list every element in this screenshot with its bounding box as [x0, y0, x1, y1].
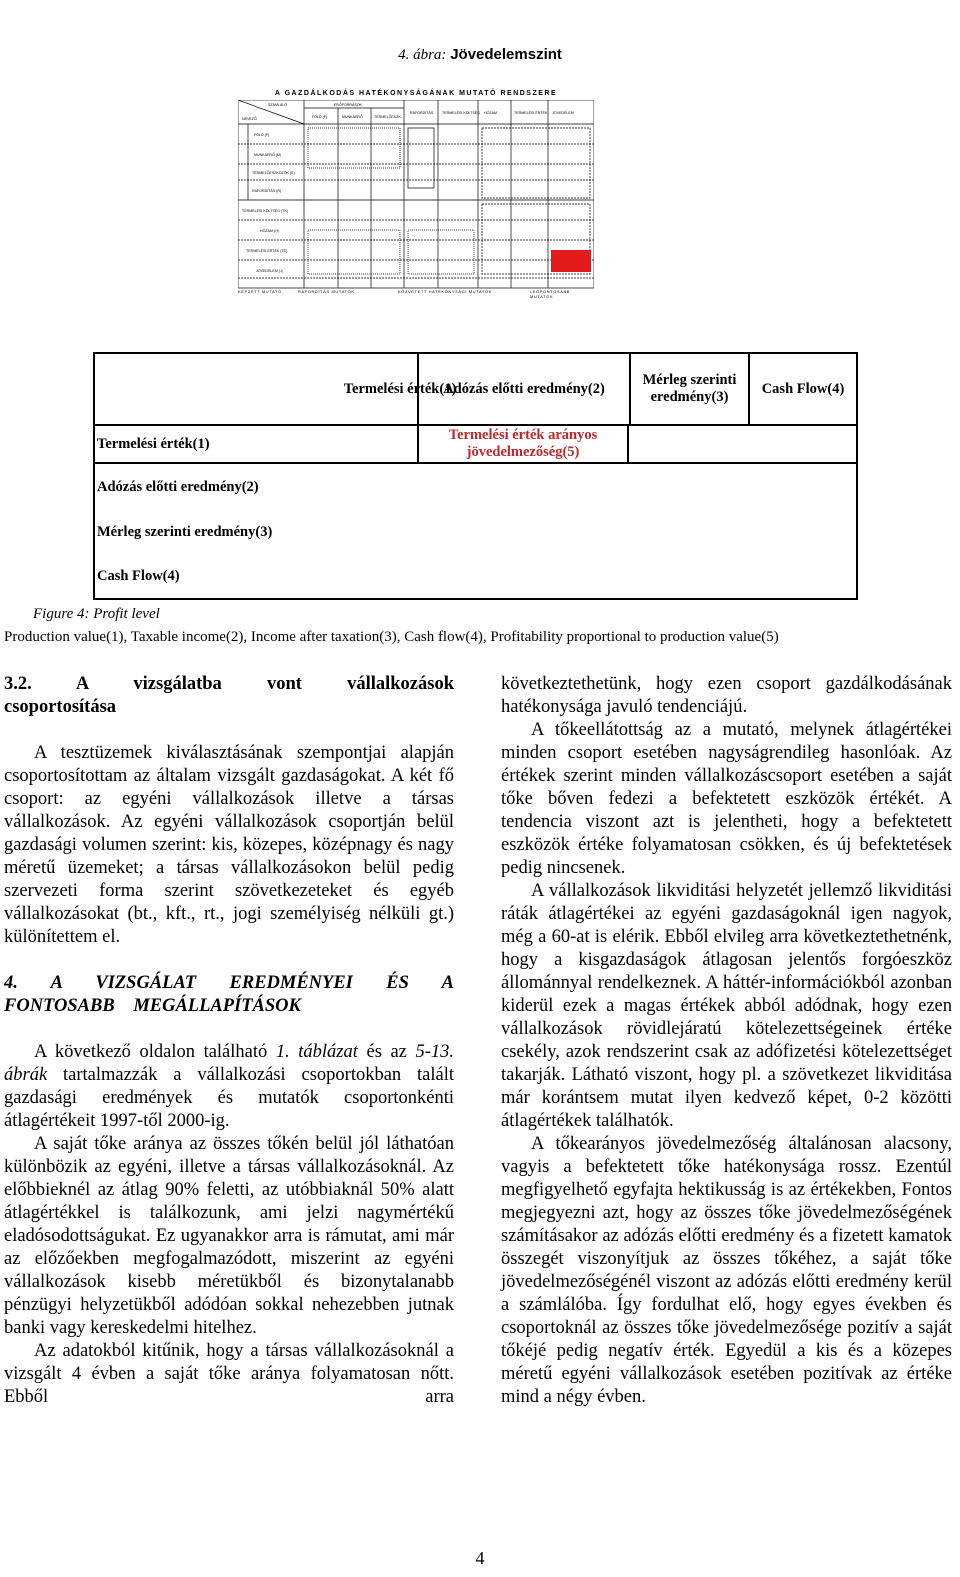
figure-name: Jövedelemszint [450, 46, 562, 63]
col-header-3: Mérleg szerinti eredmény(3) [629, 354, 748, 424]
col-header-1: Termelési érték(1) [343, 380, 457, 397]
svg-text:TERMELÉSI KÖLTSÉG (TK): TERMELÉSI KÖLTSÉG (TK) [242, 209, 289, 213]
col-header-2: Adózás előtti eredmény(2) [417, 354, 629, 424]
row-header-1: Termelési érték(1) [95, 424, 856, 464]
row-header-3: Mérleg szerinti eredmény(3) [97, 523, 273, 540]
figure-caption-legend: Production value(1), Taxable income(2), Income after taxation(3), Cash flow(4), Profitability proportional to production value(5) [4, 629, 779, 645]
svg-text:FÖLD (F): FÖLD (F) [312, 115, 328, 119]
legend-item-3: KÖZVETETT HATÉKONYSÁGI MUTATÓK [398, 289, 492, 294]
legend-item-1: KÉPZETT MUTATÓ [238, 289, 282, 294]
svg-text:TERMELÉSI ÉRTÉK: TERMELÉSI ÉRTÉK [514, 111, 548, 115]
svg-text:TERMELŐESZKÖZÖK (E): TERMELŐESZKÖZÖK (E) [252, 171, 295, 175]
profit-level-table [93, 352, 858, 600]
paragraph: A tesztüzemek kiválasztásának szempontjai alapján csoportosítottam az általam vizsgált gazdaságokat. A két fő csoport: az egyéni vállalkozások illetve a társas vállalkozások. Az egyéni vállalkozások csoportján belül gazdasági volumen szerint: kis, közepes, középnagy és nagy méretű üzemeket; a társas vállalkozásokon belül pedig szervezeti forma szerint szövetkezeteket és egyéb vállalkozásokat (bt., kft., rt., jogi személyiség nélküli gt.) különítettem el. [4, 743, 454, 947]
paragraph: A tőkearányos jövedelmezőség általánosan alacsony, vagyis a befektetett tőke hatékonysága rossz. Ezentúl megfigyelhető egyfajta hektikusság is az értékekben, Fontos megjegyezni azt, hogy az összes tőke jövedelmezőségének számításakor az adózás előtti eredmény és a fizetett kamatok összegét viszonyítjuk az összes tőkéhez, a saját tőke jövedelmezőségénél viszont az adózás előtti eredmény kerül a számlálóba. Így fordulhat elő, hogy egyes években és csoportoknál az összes tőke jövedelmezősége pozitív a saját tőkéjé pedig negatív érték. Egyedül a kis és a közepes méretű egyéni vállalkozások esetében pozitívak az értéke mind a négy évben. [501, 1134, 952, 1407]
svg-text:RÁFORDÍTÁS (R): RÁFORDÍTÁS (R) [252, 189, 282, 193]
figure-number: 4. ábra: [398, 47, 447, 63]
svg-text:MUNKAERŐ: MUNKAERŐ [342, 115, 363, 119]
left-column [4, 673, 454, 1409]
svg-text:NEVEZŐ: NEVEZŐ [242, 117, 257, 121]
paragraph: A vállalkozások likviditási helyzetét jellemző likviditási ráták átlagértékei az egyéni gazdaságoknál igen nagyok, még a 60-at is elérik. Ebből elvileg arra következtethetnénk, hogy a kisgazdaságok átlagosan jelentős forgóeszköz állománnyal rendelkeznek. A háttér-információkból azonban kiderül ezek a magas értékek abból adódnak, hogy ezen vállalkozások rövidlejáratú kötelezettségeinek értéke csekély, azok rendszerint csak az adófizetési kötelezettséget takarják. Látható viszont, hogy pl. a szövetkezet likviditása már korántsem mutat ilyen kedvező képet, 0-2 közötti átlagértékek találhatók. [501, 881, 952, 1131]
highlight-cell: Termelési érték arányos jövedelmezőség(5) [417, 424, 629, 464]
legend-item-2: RÁFORDÍTÁS MUTATÓK [298, 289, 355, 294]
svg-text:SZÁMLÁLÓ: SZÁMLÁLÓ [268, 103, 288, 107]
paragraph: A következő oldalon található 1. táblázat és az 5-13. ábrák tartalmazzák a vállalkozási csoportokban talált gazdasági eredmények és mutatók csoportonkénti átlagértékeit 1997-től 2000-ig. [4, 1042, 454, 1131]
svg-text:HOZAM: HOZAM [484, 111, 497, 115]
col-header-1-cell [288, 354, 412, 424]
legend-item-4: LEGPONTOSABB MUTATÓK [530, 289, 571, 299]
col-header-4: Cash Flow(4) [748, 354, 856, 424]
svg-text:JÖVEDELEM: JÖVEDELEM [552, 111, 574, 115]
right-column [501, 673, 952, 1409]
section-heading-4: 4. A VIZSGÁLAT EREDMÉNYEI ÉS A FONTOSABB MEGÁLLAPÍTÁSOK [4, 973, 454, 1016]
figure-caption: Figure 4: Profit level [33, 606, 160, 622]
svg-text:TERMELŐESZK.: TERMELŐESZK. [374, 115, 402, 119]
row-header-4: Cash Flow(4) [97, 567, 180, 584]
row-header-2: Adózás előtti eredmény(2) [97, 478, 259, 495]
paragraph: A saját tőke aránya az összes tőkén belül jól láthatóan különbözik az egyéni, illetve a társas vállalkozásoknál. Az előbbieknél az átlag 90% feletti, az utóbbiaknál 50% alatt átlagértékkel is találkozunk, ami jelzi nagymértékű eladósodottságukat. Ez ugyanakkor arra is rámutat, ami már az előzőekben megfogalmazódott, miszerint az egyéni vállalkozások kisebb méretükből és bizonytalanabb pénzügyi helyzetükből adódóan sokkal nehezebben jutnak banki vagy kereskedelmi hitelhez. [4, 1134, 454, 1338]
paragraph: Az adatokból kitűnik, hogy a társas vállalkozásoknál a vizsgált 4 évben a saját tőke aránya folyamatosan nőtt. Ebből arra [4, 1341, 454, 1407]
paragraph: A tőkeellátottság az a mutató, melynek átlagértékei minden csoport esetében nagyságrendileg hasonlóak. Az értékek szerint minden vállalkozáscsoport esetében a saját tőke bőven fedezi a befektetett eszközök értékét. A tendencia viszont azt is jelentheti, hogy a befektetett eszközök értéke folyamatosan csökken, és új befektetések pedig nincsenek. [501, 720, 952, 878]
svg-text:JÖVEDELEM (J): JÖVEDELEM (J) [256, 269, 283, 273]
svg-text:HOZAM (H): HOZAM (H) [260, 229, 279, 233]
diagram-title: A GAZDÁLKODÁS HATÉKONYSÁGÁNAK MUTATÓ RENDSZERE [274, 90, 558, 97]
indicator-system-diagram [238, 90, 594, 298]
svg-text:RÁFORDÍTÁS: RÁFORDÍTÁS [410, 111, 434, 115]
diagram-grid [238, 100, 594, 290]
figure-title [0, 46, 960, 64]
svg-text:TERMELÉSI ÉRTÉK (TÉ): TERMELÉSI ÉRTÉK (TÉ) [246, 249, 288, 253]
paragraph: következtethetünk, hogy ezen csoport gazdálkodásának hatékonysága javuló tendenciájú. [501, 674, 952, 717]
svg-text:TERMELÉSI KÖLTSÉG: TERMELÉSI KÖLTSÉG [442, 111, 481, 115]
section-heading-3-2: 3.2. A vizsgálatba vont vállalkozások csoportosítása [4, 674, 454, 717]
page-number: 4 [475, 1548, 485, 1568]
svg-text:ERŐFORRÁSOK: ERŐFORRÁSOK [334, 103, 362, 107]
svg-text:MUNKAERŐ (M): MUNKAERŐ (M) [254, 153, 282, 157]
svg-text:FÖLD (F): FÖLD (F) [254, 133, 270, 137]
